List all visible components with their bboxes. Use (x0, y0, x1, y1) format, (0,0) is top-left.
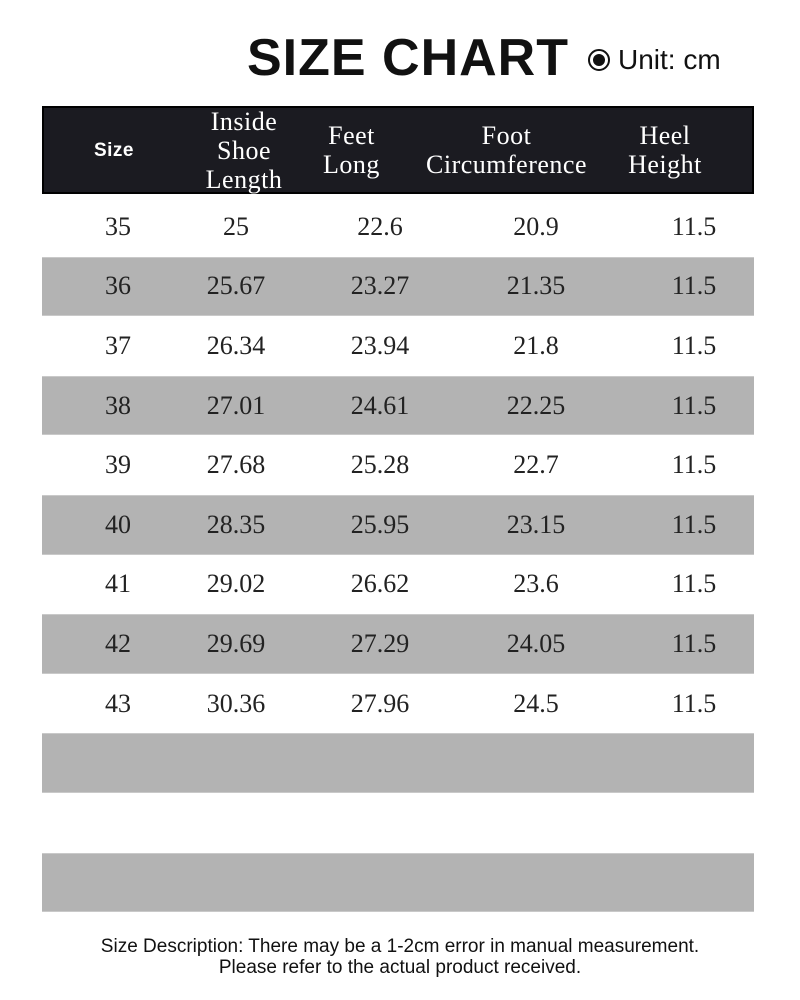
table-cell: 29.02 (206, 569, 266, 599)
table-cell: 26.34 (206, 330, 266, 360)
table-cell: 24.05 (506, 628, 566, 658)
table-cell: 11.5 (671, 628, 717, 658)
table-row (42, 733, 754, 793)
header-inside-shoe-length-label (184, 107, 304, 194)
table-cell: 41 (105, 569, 131, 599)
table-cell: 21.8 (513, 330, 559, 360)
table-cell: 27.68 (206, 450, 266, 480)
table-cell: 11.5 (671, 271, 717, 301)
table-cell: 25.67 (206, 271, 266, 301)
header-heel-height-label (628, 121, 702, 179)
size-description-line2: Please refer to the actual product received. (218, 957, 582, 978)
header-line: Inside Shoe (210, 106, 278, 165)
header-size-label: Size (93, 139, 135, 161)
size-chart-table (42, 106, 754, 718)
table-cell: 11.5 (671, 211, 717, 241)
table-row (42, 376, 754, 436)
unit-indicator (588, 44, 721, 76)
table-cell: 43 (105, 688, 131, 718)
table-cell: 23.15 (506, 509, 566, 539)
table-cell: 11.5 (671, 390, 717, 420)
table-cell: 28.35 (206, 509, 266, 539)
table-cell: 39 (105, 450, 131, 480)
table-cell: 22.25 (506, 390, 566, 420)
table-cell: 26.62 (350, 569, 410, 599)
table-cell: 23.94 (350, 330, 410, 360)
table-row (42, 435, 754, 495)
table-header (42, 106, 754, 194)
title-bar (0, 28, 800, 88)
header-line: Feet (328, 121, 375, 150)
table-cell: 11.5 (671, 688, 717, 718)
table-cell: 25.95 (350, 509, 410, 539)
table-row (42, 495, 754, 555)
unit-label: Unit: cm (618, 44, 721, 75)
table-body (42, 197, 754, 912)
size-description (0, 936, 800, 978)
table-cell: 27.96 (350, 688, 410, 718)
table-row (42, 555, 754, 615)
radio-selected-icon (588, 49, 610, 71)
table-cell: 38 (105, 390, 131, 420)
header-line: Length (205, 164, 283, 194)
header-heel-height (614, 121, 716, 179)
table-cell: 22.7 (513, 450, 559, 480)
table-cell: 42 (105, 628, 131, 658)
table-cell: 35 (105, 211, 131, 241)
table-row (42, 316, 754, 376)
header-feet-long (304, 121, 399, 179)
header-feet-long-label (323, 121, 380, 179)
table-cell: 27.29 (350, 628, 410, 658)
table-row (42, 853, 754, 913)
table-row (42, 197, 754, 257)
table-cell: 27.01 (206, 390, 266, 420)
table-cell: 21.35 (506, 271, 566, 301)
table-cell: 20.9 (513, 211, 559, 241)
table-cell: 36 (105, 271, 131, 301)
table-cell: 37 (105, 330, 131, 360)
header-line: Height (628, 150, 702, 179)
table-cell: 40 (105, 509, 131, 539)
table-row (42, 793, 754, 853)
table-cell: 30.36 (206, 688, 266, 718)
header-line: Long (323, 150, 380, 179)
table-cell: 11.5 (671, 450, 717, 480)
table-cell: 29.69 (206, 628, 266, 658)
table-cell: 23.27 (350, 271, 410, 301)
table-row (42, 674, 754, 734)
table-cell: 11.5 (671, 569, 717, 599)
table-cell: 24.5 (513, 688, 559, 718)
header-foot-circumference-label (426, 121, 587, 179)
header-foot-circumference (399, 121, 614, 179)
table-cell: 11.5 (671, 330, 717, 360)
table-cell: 11.5 (671, 509, 717, 539)
header-line: Foot (481, 121, 532, 150)
header-line: Heel (639, 121, 691, 150)
table-cell: 23.6 (513, 569, 559, 599)
table-cell: 25 (223, 211, 249, 241)
table-row (42, 614, 754, 674)
header-inside-shoe-length (184, 107, 304, 194)
header-line: Circumference (426, 150, 587, 179)
page-title: SIZE CHART (247, 29, 569, 87)
table-cell: 24.61 (350, 390, 410, 420)
table-cell: 22.6 (357, 211, 403, 241)
table-cell: 25.28 (350, 450, 410, 480)
table-row (42, 257, 754, 317)
size-description-line1: Size Description: There may be a 1-2cm error in manual measurement. (100, 936, 700, 957)
header-size (44, 136, 184, 165)
